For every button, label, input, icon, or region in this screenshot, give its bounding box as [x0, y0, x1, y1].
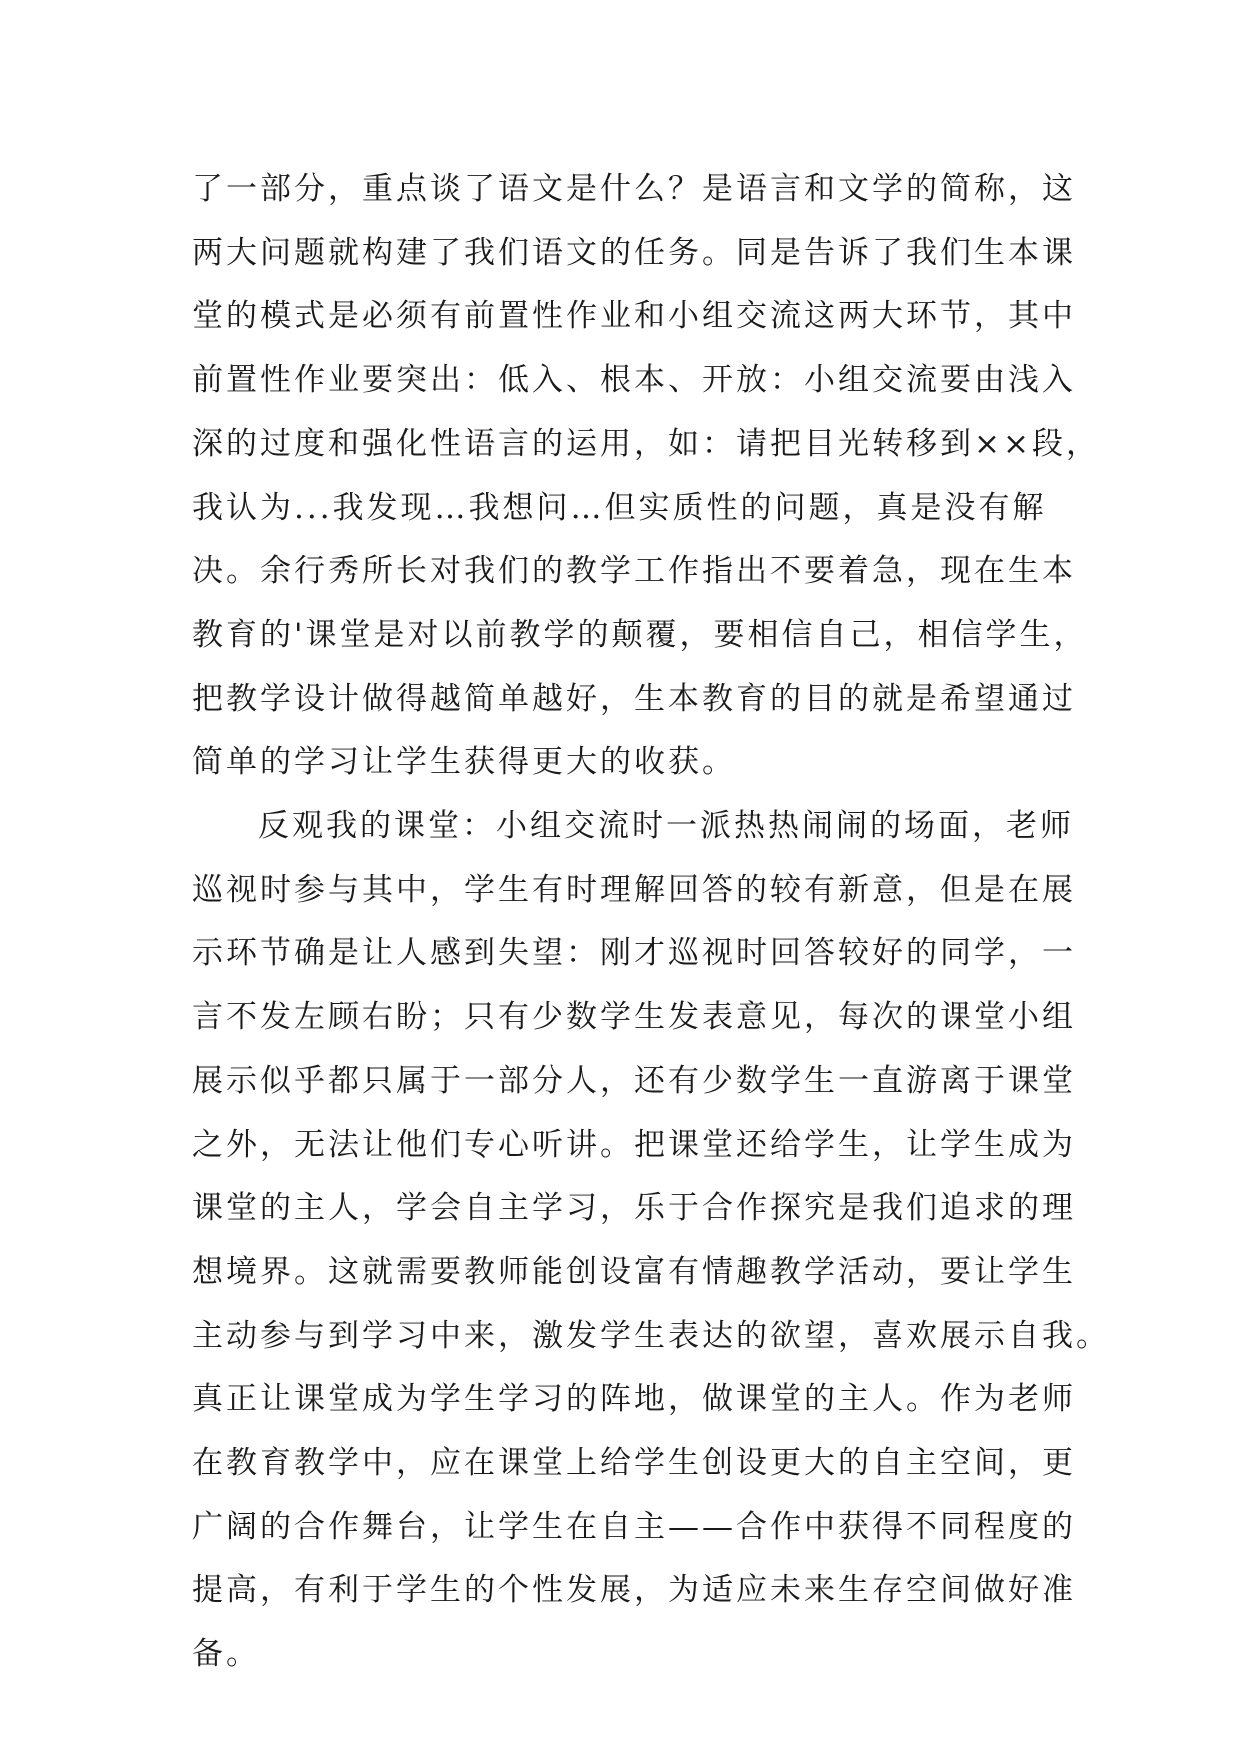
text-line: 深的过度和强化性语言的运用，如：请把目光转移到××段， — [192, 425, 1100, 462]
text-line: 想境界。这就需要教师能创设富有情趣教学活动，要让学生 — [192, 1253, 1076, 1290]
paragraph-2 — [192, 795, 1110, 1687]
text-line: 决。余行秀所长对我们的教学工作指出不要着急，现在生本 — [192, 553, 1076, 590]
text-line: 简单的学习让学生获得更大的收获。 — [192, 744, 736, 781]
text-line: 主动参与到学习中来，激发学生表达的欲望，喜欢展示自我。 — [192, 1317, 1110, 1354]
text-line: 之外，无法让他们专心听讲。把课堂还给学生，让学生成为 — [192, 1126, 1076, 1163]
text-line: 言不发左顾右盼；只有少数学生发表意见，每次的课堂小组 — [192, 999, 1076, 1036]
text-line: 巡视时参与其中，学生有时理解回答的较有新意，但是在展 — [192, 871, 1076, 908]
text-line: 教育的'课堂是对以前教学的颠覆，要相信自己，相信学生， — [192, 616, 1088, 653]
text-line: 广阔的合作舞台，让学生在自主——合作中获得不同程度的 — [192, 1508, 1076, 1545]
text-line: 我认为...我发现…我想问…但实质性的问题，真是没有解 — [192, 489, 1047, 526]
text-line: 示环节确是让人感到失望：刚才巡视时回答较好的同学，一 — [192, 935, 1076, 972]
text-line: 提高，有利于学生的个性发展，为适应未来生存空间做好准 — [192, 1572, 1076, 1609]
text-line: 堂的模式是必须有前置性作业和小组交流这两大环节，其中 — [192, 298, 1076, 335]
text-line: 展示似乎都只属于一部分人，还有少数学生一直游离于课堂 — [192, 1062, 1076, 1099]
text-line: 在教育教学中，应在课堂上给学生创设更大的自主空间，更 — [192, 1445, 1076, 1482]
text-line: 了一部分，重点谈了语文是什么？是语言和文学的简称，这 — [192, 171, 1076, 207]
text-line: 前置性作业要突出：低入、根本、开放：小组交流要由浅入 — [192, 362, 1076, 399]
text-line: 反观我的课堂：小组交流时一派热热闹闹的场面，老师 — [258, 808, 1074, 845]
text-line: 备。 — [192, 1636, 260, 1673]
body-text — [192, 158, 1110, 1687]
text-line: 真正让课堂成为学生学习的阵地，做课堂的主人。作为老师 — [192, 1381, 1076, 1418]
text-line: 两大问题就构建了我们语文的任务。同是告诉了我们生本课 — [192, 234, 1076, 271]
text-line: 课堂的主人，学会自主学习，乐于合作探究是我们追求的理 — [192, 1190, 1076, 1227]
text-line: 把教学设计做得越简单越好，生本教育的目的就是希望通过 — [192, 680, 1076, 717]
paragraph-1 — [192, 158, 1100, 795]
